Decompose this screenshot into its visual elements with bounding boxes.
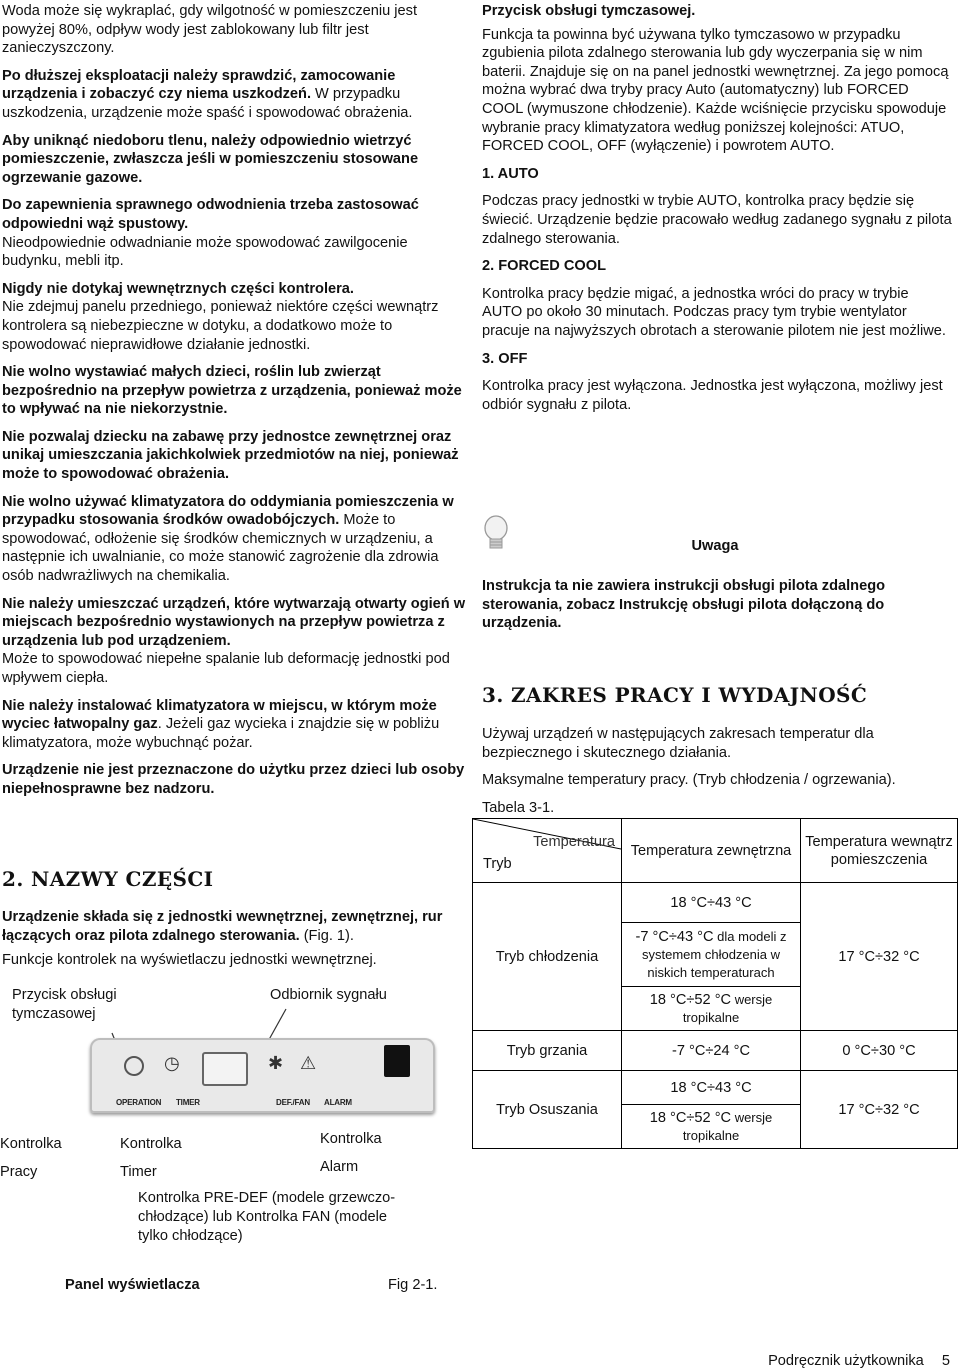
label-kontrolka-timer: [120, 1135, 182, 1182]
corner-cell: [473, 819, 622, 883]
caption-fig: Fig 2-1.: [388, 1277, 438, 1293]
flammable-gas-rest: . Jeżeli gaz wycieka i znajdzie się w pobliżu klimatyzatora, może wybuchnąć pożar.: [2, 716, 440, 751]
paragraph-children-airflow: [2, 363, 468, 419]
kontrolka-timer-line2: Timer: [120, 1164, 157, 1180]
cell-dry-indoor: 17 °C÷32 °C: [801, 1071, 958, 1149]
cool-outdoor-3-main: 18 °C÷52 °C: [649, 991, 732, 1008]
cell-heat-label: Tryb grzania: [473, 1031, 622, 1071]
note-title: Uwaga: [691, 538, 739, 554]
kontrolka-pracy-line2: Pracy: [0, 1164, 38, 1180]
corner-mode: Tryb: [483, 856, 512, 872]
heading-temp-button: [482, 2, 952, 21]
cell-dry-outdoor-2: [622, 1105, 801, 1149]
paragraph-mounting-check: [2, 67, 468, 123]
components-rest: (Fig. 1).: [299, 927, 354, 944]
outdoor-unit-bold: Nie pozwalaj dziecku na zabawę przy jednostce zewnętrznej oraz unikaj umieszczania jakichkolwiek przedmiotów na niej, ponieważ może to spowodować obrażenia.: [2, 428, 459, 483]
children-airflow-bold: Nie wolno wystawiać małych dzieci, roślin lub zwierząt bezpośrednio na przepływ powietrza z urządzenia, ponieważ może to wpływać na nie niekorzystnie.: [2, 364, 462, 418]
controller-rest: Nie zdejmuj panelu przedniego, ponieważ niektóre części wewnątrz kontrolera są niebezpieczne w dotyku, a dodatkowo może to spowodować nieprawidłowe działanie jednostki.: [2, 299, 439, 353]
table-caption: Tabela 3-1.: [482, 799, 555, 816]
section-3-body: [482, 725, 952, 826]
row-dry-1: [473, 1071, 958, 1105]
open-fire-rest: Może to spowodować niepełne spalanie lub deformację jednostki pod wpływem ciepła.: [2, 651, 450, 686]
section-2-body: [2, 908, 468, 979]
paragraph-indicators: Funkcje kontrolek na wyświetlaczu jednostki wewnętrznej.: [2, 952, 377, 969]
cell-cool-indoor: 17 °C÷32 °C: [801, 883, 958, 1031]
cell-cool-outdoor-3: [622, 987, 801, 1031]
heading-temp-button-text: Przycisk obsługi tymczasowej.: [482, 3, 696, 19]
cool-outdoor-2-note: dla modeli z systemem chłodzenia w niskich temperaturach: [642, 928, 787, 980]
paragraph-forced-cool: Kontrolka pracy będzie migać, a jednostka wróci do pracy w trybie AUTO po około 30 minutach. Podczas pracy tym trybie wentylator pracuje na najwyższych obrotach a sterowanie pilotem nie jest możliwe.: [482, 285, 946, 339]
drainage-rest: Nieodpowiednie odwadnianie może spowodować zawilgocenie budynku, mebli itp.: [2, 234, 408, 270]
paragraph-max-temps: Maksymalne temperatury pracy. (Tryb chłodzenia / ogrzewania).: [482, 772, 896, 789]
label-temp-button: Przycisk obsługi tymczasowej: [12, 987, 117, 1022]
corner-diagonal: [473, 819, 621, 883]
table-header-row: [473, 819, 958, 883]
controller-bold: Nigdy nie dotykaj wewnętrznych części kontrolera.: [2, 280, 354, 297]
cell-cool-label: Tryb chłodzenia: [473, 883, 622, 1031]
label-kontrolka-alarm: [320, 1130, 382, 1177]
heading-off: [482, 350, 952, 369]
cell-heat-indoor: 0 °C÷30 °C: [801, 1031, 958, 1071]
paragraph-auto: Podczas pracy jednostki w trybie AUTO, kontrolka pracy będzie się świecić. Urządzenie będzie pracowało według zadanego sygnału z pilota zdalnego sterowania.: [482, 193, 952, 247]
open-fire-bold: Nie należy umieszczać urządzeń, które wytwarzają otwarty ogień w miejscach bezpośrednio wystawionych na przepływ powietrza z urządzenia lub pod urządzeniem.: [2, 595, 466, 649]
flammable-gas-bold: Nie należy instalować klimatyzatora w miejscu, w którym może wyciec łatwopalny gaz: [2, 697, 437, 733]
timer-clock-icon: ◷: [164, 1053, 180, 1073]
paragraph-ventilation: [2, 132, 468, 188]
section-2-title: 2. NAZWY CZĘŚCI: [2, 867, 214, 891]
paragraph-components: [2, 908, 468, 945]
operation-indicator-icon: [124, 1056, 144, 1076]
cool-outdoor-2-main: -7 °C÷43 °C: [635, 928, 714, 945]
cell-cool-outdoor-1: 18 °C÷43 °C: [622, 883, 801, 923]
mounting-check-bold: Po dłuższej eksploatacji należy sprawdzić, zamocowanie urządzenia i zobaczyć czy niema uszkodzeń.: [2, 67, 396, 103]
temp-button-window-icon: [202, 1052, 248, 1086]
header-indoor: Temperatura wewnątrz pomieszczenia: [801, 819, 958, 883]
ventilation-bold: Aby uniknąć niedoboru tlenu, należy odpowiednio wietrzyć pomieszczenie, zwłaszcza jeśli w pomieszczeniu stosowane ogrzewanie gazowe.: [2, 132, 419, 186]
mounting-check-rest: W przypadku uszkodzenia, urządzenie może spaść i spowodować obrażenia.: [2, 86, 413, 121]
paragraph-temp-button: Funkcja ta powinna być używana tylko tymczasowo w przypadku zgubienia pilota zdalnego sterowania lub gdy wyczerpania się w nim baterii. Znajduje się on na panel jednostki wewnętrznej. Za jego pomocą można wybrać dwa tryby pracy Auto (automatyczny) lub FORCED COOL (wymuszone chłodzenie). Każde wciśnięcie przycisku spowoduje wybranie pracy klimatyzatora według poniższej kolejności: ATUO, FORCED COOL, OFF (wyłączenie) i powrotem AUTO.: [482, 26, 949, 155]
label-predef-fan: Kontrolka PRE-DEF (modele grzewczo-chłodzące) lub Kontrolka FAN (modele tylko chłodzące): [138, 1190, 396, 1244]
cell-heat-outdoor: -7 °C÷24 °C: [622, 1031, 801, 1071]
paragraph-off: Kontrolka pracy jest wyłączona. Jednostka jest wyłączona, możliwy jest odbiór sygnału z pilota.: [482, 378, 943, 413]
kontrolka-timer-line1: Kontrolka: [120, 1136, 182, 1152]
paragraph-outdoor-unit: [2, 428, 468, 484]
supervision-bold: Urządzenie nie jest przeznaczone do użytku przez dzieci lub osoby niepełnosprawne bez nadzoru.: [2, 762, 465, 797]
dry-outdoor-2-note: wersje tropikalne: [682, 1109, 773, 1143]
kontrolka-pracy-line1: Kontrolka: [0, 1136, 62, 1152]
paragraph-ranges: Używaj urządzeń w następujących zakresach temperatur dla bezpiecznego i skutecznego działania.: [482, 726, 874, 761]
heading-auto: [482, 165, 952, 184]
kontrolka-alarm-line2: Alarm: [320, 1159, 359, 1175]
paragraph-controller: [2, 280, 468, 354]
row-heat: [473, 1031, 958, 1071]
panel-label-deffan: DEF./FAN: [276, 1098, 310, 1107]
corner-temperature: Temperatura: [533, 834, 615, 850]
dry-outdoor-2-main: 18 °C÷52 °C: [649, 1109, 732, 1126]
insecticide-rest: Może to spowodować, odłożenie się środków chemicznych w urządzeniu, a następnie ich uwalnianie, co może stanowić zagrożenie dla zdrowia osób nadwrażliwych na chemikalia.: [2, 512, 439, 585]
panel-label-operation: OPERATION: [116, 1098, 162, 1107]
paragraph-flammable-gas: [2, 697, 468, 753]
label-kontrolka-pracy: [0, 1135, 62, 1182]
kontrolka-alarm-line1: Kontrolka: [320, 1131, 382, 1147]
signal-receiver-window: [384, 1045, 410, 1077]
heading-forced-cool-text: 2. FORCED COOL: [482, 258, 607, 275]
cell-dry-outdoor-1: 18 °C÷43 °C: [622, 1071, 801, 1105]
header-outdoor: Temperatura zewnętrzna: [622, 819, 801, 883]
footer-title: Podręcznik użytkownika: [768, 1353, 924, 1369]
heading-off-text: 3. OFF: [482, 350, 528, 367]
heading-forced-cool: [482, 257, 952, 276]
heading-auto-text: 1. AUTO: [482, 165, 539, 182]
drainage-bold: Do zapewnienia sprawnego odwodnienia trzeba zastosować odpowiedni wąż spustowy.: [2, 197, 419, 232]
temperature-range-table: [472, 818, 958, 1149]
alarm-icon: ⚠: [300, 1053, 317, 1073]
section-3-title: 3. ZAKRES PRACY I WYDAJNOŚĆ: [482, 683, 868, 707]
paragraph-open-fire: [2, 595, 468, 688]
insecticide-bold: Nie wolno używać klimatyzatora do oddymiania pomieszczenia w przypadku stosowania środków owadobójczych.: [2, 493, 454, 529]
page-footer: [768, 1352, 950, 1371]
page-number: 5: [941, 1353, 950, 1369]
label-signal-receiver: Odbiornik sygnału: [270, 987, 387, 1003]
defrost-fan-icon: ✱: [268, 1053, 284, 1073]
right-column: [482, 2, 952, 423]
panel-label-alarm: ALARM: [324, 1098, 352, 1107]
note-text: Instrukcja ta nie zawiera instrukcji obsługi pilota zdalnego sterowania, zobacz Instrukcję obsługi pilota dołączoną do urządzenia.: [482, 578, 886, 632]
paragraph-condensation: Woda może się wykraplać, gdy wilgotność w pomieszczeniu jest powyżej 80%, odpływ wody jest zablokowany lub filtr jest zanieczyszczony.: [2, 3, 418, 57]
cool-outdoor-3-note: wersje tropikalne: [682, 991, 773, 1025]
panel-label-timer: TIMER: [176, 1098, 200, 1107]
row-cool-1: [473, 883, 958, 923]
cell-cool-outdoor-2: [622, 923, 801, 987]
caption-panel: Panel wyświetlacza: [65, 1277, 200, 1293]
paragraph-supervision: [2, 761, 468, 798]
components-bold: Urządzenie składa się z jednostki wewnętrznej, zewnętrznej, rur łączących oraz pilota zdalnego sterowania.: [2, 909, 443, 944]
display-panel: [90, 1038, 435, 1113]
cell-dry-label: Tryb Osuszania: [473, 1071, 622, 1149]
paragraph-insecticide: [2, 493, 468, 586]
left-column: [2, 2, 468, 808]
paragraph-drainage: [2, 196, 468, 270]
display-panel-figure: [0, 983, 470, 1293]
